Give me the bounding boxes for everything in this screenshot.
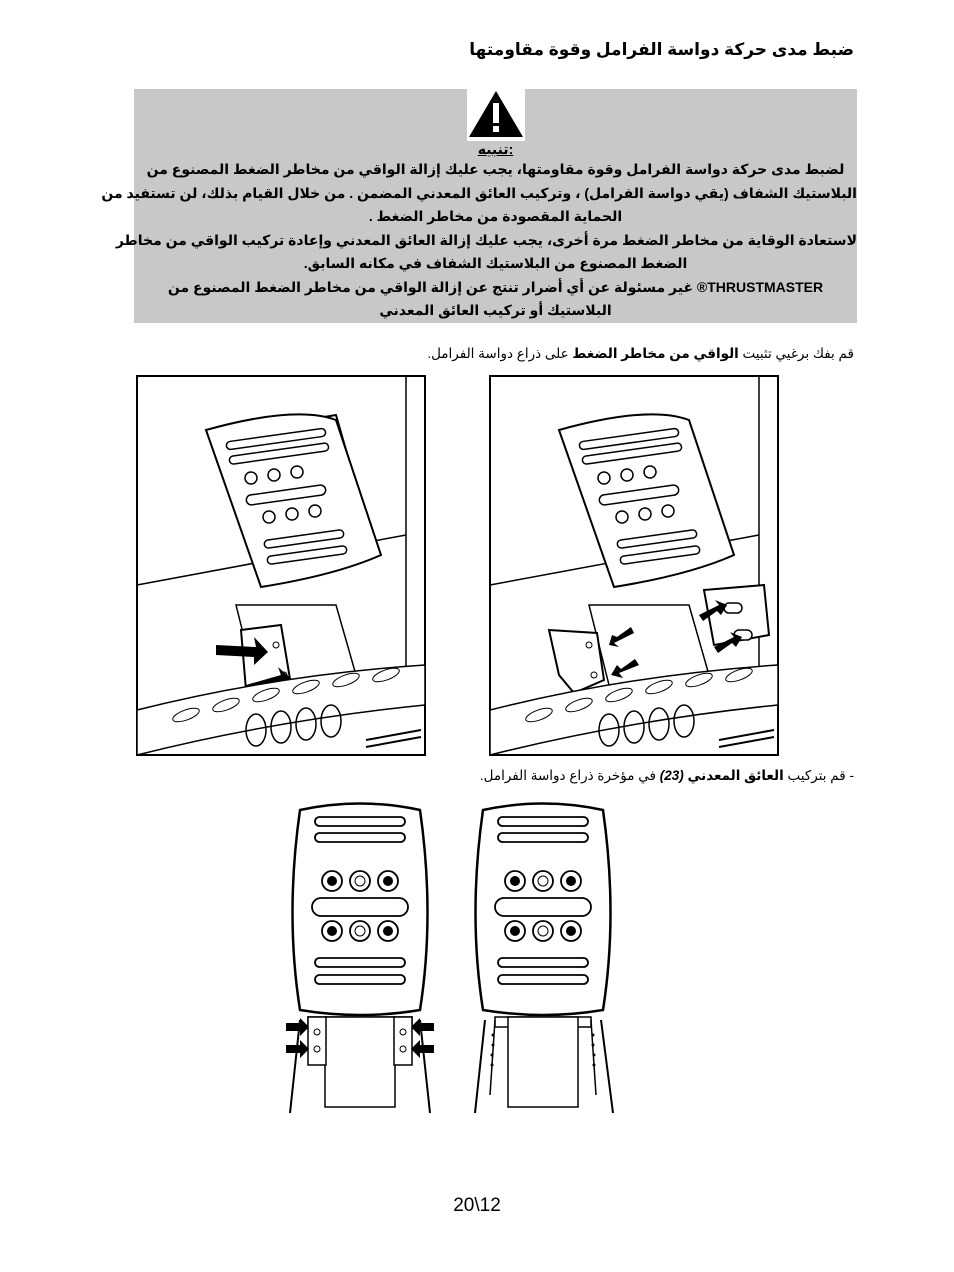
step-2-instruction: - قم بتركيب العائق المعدني (23) في مؤخرة ذراع دواسة الفرامل.: [479, 768, 854, 783]
warning-triangle-icon: [467, 89, 525, 141]
warning-line: لضبط مدى حركة دواسة الفرامل وقوة مقاومتها، يجب عليك إزالة الواقي من مخاطر الضغط المصنوع من: [146, 161, 845, 177]
warning-line: لاستعادة الوقاية من مخاطر الضغط مرة أخرى، يجب عليك إزالة العائق المعدني وإعادة تركيب الواقي من مخاطر: [115, 231, 857, 248]
warning-line: البلاستيك أو تركيب العائق المعدني: [379, 302, 612, 318]
page-heading: ضبط مدى حركة دواسة الفرامل وقوة مقاومتها: [469, 40, 854, 59]
warning-icon-frame: [467, 89, 525, 141]
page-number: 20\12: [453, 1195, 501, 1216]
warning-title: :تنبيه: [477, 141, 514, 157]
step-1-instruction: قم بفك برغيي تثبيت الواقي من مخاطر الضغط على ذراع دواسة الفرامل.: [427, 346, 854, 361]
warning-line: الضغط المصنوع من البلاستيك الشفاف في مكانه السابق.: [303, 255, 688, 271]
warning-line: الحماية المقصودة من مخاطر الضغط .: [368, 208, 623, 224]
warning-line: THRUSTMASTER® غير مسئولة عن أي أضرار تنتج عن إزالة الواقي من مخاطر الضغط المصنوع من: [167, 278, 824, 295]
pedal-stopper-illustration: [280, 795, 620, 1120]
warning-text: [101, 140, 857, 323]
warning-line: البلاستيك الشفاف (يقي دواسة الفرامل) ، وتركيب العائق المعدني المضمن . من خلال القيام بذلك، لن تستفيد من: [101, 184, 857, 201]
pedal-guard-illustration-left: [136, 375, 426, 756]
pedal-guard-illustration-right: [489, 375, 779, 756]
